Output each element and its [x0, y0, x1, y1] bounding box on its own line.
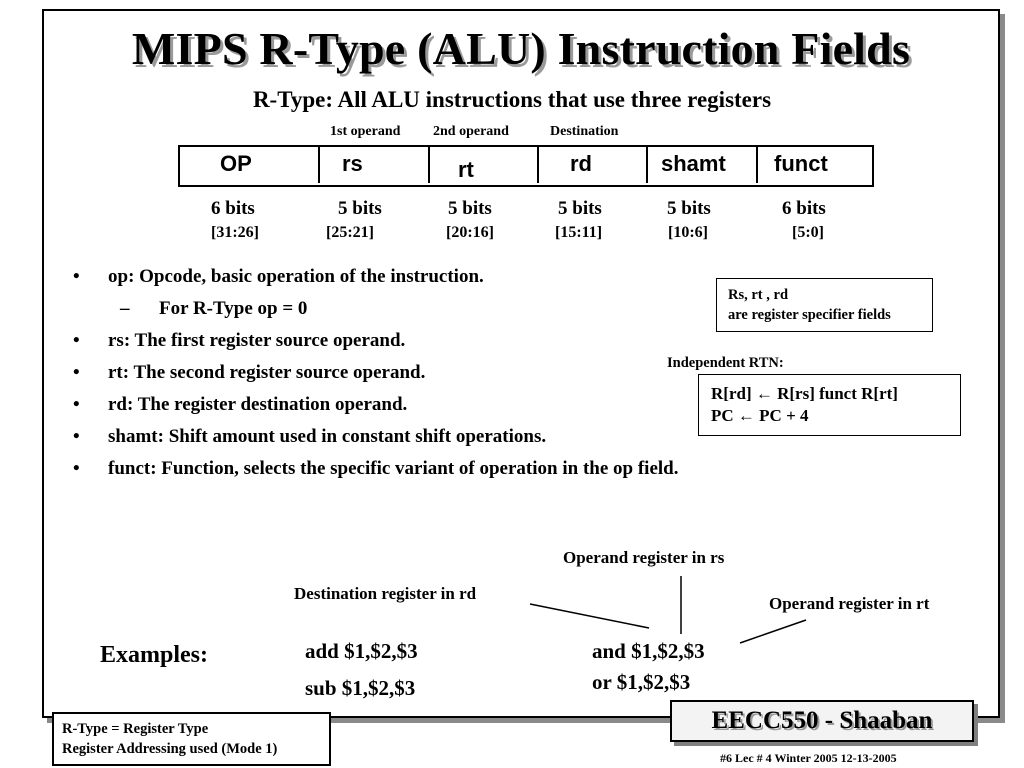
- operand-label-destination: Destination: [550, 124, 619, 139]
- bullet-rd: rd: The register destination operand.: [108, 394, 408, 415]
- field-rt: rt: [458, 157, 474, 182]
- footer-note-box: [52, 712, 331, 766]
- field-rs: rs: [342, 151, 363, 176]
- field-funct: funct: [774, 151, 828, 176]
- bits-rs: 5 bits: [338, 198, 382, 219]
- annotation-rt: Operand register in rt: [769, 594, 930, 613]
- range-rs: [25:21]: [326, 224, 374, 241]
- range-shamt: [10:6]: [668, 224, 708, 241]
- range-funct: [5:0]: [792, 224, 824, 241]
- specifier-note-line1: Rs, rt , rd: [728, 287, 789, 303]
- bullet-marker: •: [73, 330, 80, 351]
- bullet-marker: •: [73, 266, 80, 287]
- bullet-marker: •: [73, 362, 80, 383]
- example-add: add $1,$2,$3: [305, 639, 418, 663]
- bullet-rt: rt: The second register source operand.: [108, 362, 426, 383]
- operand-label-second: 2nd operand: [433, 124, 509, 139]
- bullet-marker: •: [73, 458, 80, 479]
- sub-bullet-rtype-op: For R-Type op = 0: [159, 298, 308, 319]
- bits-op: 6 bits: [211, 198, 255, 219]
- bits-shamt: 5 bits: [667, 198, 711, 219]
- bullet-funct: funct: Function, selects the specific variant of operation in the op field.: [108, 458, 679, 479]
- pointer-line-rt: [740, 620, 806, 643]
- rtn-label: Independent RTN:: [667, 355, 784, 371]
- footer-note-line1: R-Type = Register Type: [62, 721, 209, 737]
- slide-title: MIPS R-Type (ALU) Instruction Fields: [131, 23, 911, 74]
- rtn-line1: R[rd] ← R[rs] funct R[rt]: [711, 384, 898, 403]
- bullet-shamt: shamt: Shift amount used in constant shift operations.: [108, 426, 547, 447]
- pointer-line-rd: [530, 604, 649, 628]
- slide-subtitle: R-Type: All ALU instructions that use three registers: [252, 87, 772, 112]
- operand-label-first: 1st operand: [330, 124, 401, 139]
- sub-bullet-marker: –: [120, 298, 130, 319]
- example-sub: sub $1,$2,$3: [305, 676, 416, 700]
- range-op: [31:26]: [211, 224, 259, 241]
- annotation-rd: Destination register in rd: [294, 584, 477, 603]
- example-and: and $1,$2,$3: [592, 639, 705, 663]
- range-rd: [15:11]: [555, 224, 603, 241]
- bullet-marker: •: [73, 394, 80, 415]
- example-or: or $1,$2,$3: [592, 670, 691, 694]
- bits-rt: 5 bits: [448, 198, 492, 219]
- footer-note-line2: Register Addressing used (Mode 1): [62, 741, 278, 757]
- range-rt: [20:16]: [446, 224, 494, 241]
- specifier-note-line2: are register specifier fields: [728, 307, 891, 323]
- bullet-rs: rs: The first register source operand.: [108, 330, 406, 351]
- field-shamt: shamt: [661, 151, 726, 176]
- bits-funct: 6 bits: [782, 198, 826, 219]
- field-op: OP: [220, 151, 252, 176]
- footer-meta: #6 Lec # 4 Winter 2005 12-13-2005: [720, 751, 897, 765]
- examples-label: Examples:: [100, 642, 208, 668]
- course-brand: EECC550 - Shaaban: [670, 700, 974, 742]
- rtn-line2: PC ← PC + 4: [711, 406, 809, 425]
- annotation-rs: Operand register in rs: [563, 548, 725, 567]
- bullet-op: op: Opcode, basic operation of the instruction.: [108, 266, 484, 287]
- bullet-marker: •: [73, 426, 80, 447]
- field-rd: rd: [570, 151, 592, 176]
- bits-rd: 5 bits: [558, 198, 602, 219]
